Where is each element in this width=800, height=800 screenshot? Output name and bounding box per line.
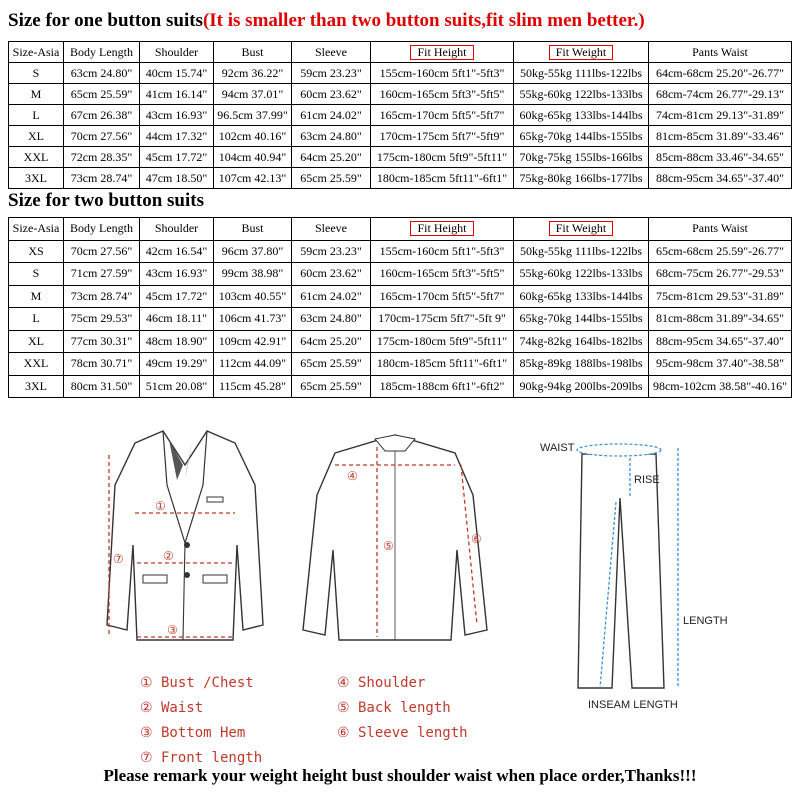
table-cell: 99cm 38.98"	[214, 263, 292, 286]
pants-waist-label: WAIST	[540, 442, 575, 454]
table-cell: 68cm-75cm 26.77"-29.53"	[649, 263, 792, 286]
header-label: Pants Waist	[692, 221, 748, 236]
header-label: Shoulder	[154, 44, 199, 59]
table-row	[9, 105, 792, 126]
table-cell: 88cm-95cm 34.65"-37.40"	[649, 330, 792, 353]
legend-item: ③ Bottom Hem	[140, 725, 246, 741]
table-header-cell	[514, 218, 649, 241]
jacket-front-diagram	[105, 425, 265, 650]
header-label: Bust	[241, 221, 264, 236]
table-cell: 65cm-68cm 25.59"-26.77"	[649, 240, 792, 263]
table-cell: 59cm 23.23"	[292, 240, 371, 263]
mark-hem: ③	[167, 623, 178, 637]
table-cell: L	[9, 308, 64, 331]
table-cell: 73cm 28.74"	[64, 168, 140, 189]
table-header-cell	[64, 218, 140, 241]
table-cell: 180cm-185cm 5ft11"-6ft1"	[371, 353, 514, 376]
table-row	[9, 84, 792, 105]
table-cell: 95cm-98cm 37.40"-38.58"	[649, 353, 792, 376]
mark-waist: ②	[163, 549, 174, 563]
table-cell: 47cm 18.50"	[140, 168, 214, 189]
table-header-cell	[140, 218, 214, 241]
table-cell: 49cm 19.29"	[140, 353, 214, 376]
table-row	[9, 263, 792, 286]
legend-right	[337, 675, 468, 750]
table-cell: 46cm 18.11"	[140, 308, 214, 331]
table-cell: 41cm 16.14"	[140, 84, 214, 105]
table-cell: 90kg-94kg 200lbs-209lbs	[514, 375, 649, 398]
table-cell: 65kg-70kg 144lbs-155lbs	[514, 308, 649, 331]
header-label: Fit Height	[410, 221, 473, 236]
table-cell: 63cm 24.80"	[292, 126, 371, 147]
table-row	[9, 308, 792, 331]
table-cell: 68cm-74cm 26.77"-29.13"	[649, 84, 792, 105]
table-cell: 51cm 20.08"	[140, 375, 214, 398]
table-cell: 42cm 16.54"	[140, 240, 214, 263]
two-button-title	[8, 190, 204, 212]
pants-length-label: LENGTH	[683, 615, 728, 627]
table-header-row	[9, 218, 792, 241]
legend-item: ② Waist	[140, 700, 204, 716]
table-cell: 78cm 30.71"	[64, 353, 140, 376]
table-cell: 170cm-175cm 5ft7"-5ft 9"	[371, 308, 514, 331]
table-cell: 63cm 24.80"	[292, 308, 371, 331]
table-cell: 43cm 16.93"	[140, 105, 214, 126]
table-cell: 45cm 17.72"	[140, 147, 214, 168]
table-cell: 77cm 30.31"	[64, 330, 140, 353]
legend-item: ⑥ Sleeve length	[337, 725, 468, 741]
table-cell: 40cm 15.74"	[140, 63, 214, 84]
header-label: Shoulder	[154, 221, 199, 236]
table-cell: 185cm-188cm 6ft1"-6ft2"	[371, 375, 514, 398]
table-header-cell	[649, 218, 792, 241]
one-button-title-text: Size for one button suits	[8, 10, 203, 31]
table-row	[9, 330, 792, 353]
table-cell: 55kg-60kg 122lbs-133lbs	[514, 263, 649, 286]
legend-item: ⑦ Front length	[140, 750, 263, 766]
header-label: Fit Weight	[549, 221, 613, 236]
table-cell: 64cm 25.20"	[292, 147, 371, 168]
table-header-cell	[292, 218, 371, 241]
one-button-size-table	[8, 41, 792, 189]
table-cell: 50kg-55kg 111lbs-122lbs	[514, 63, 649, 84]
table-cell: 85kg-89kg 188lbs-198lbs	[514, 353, 649, 376]
table-cell: 65cm 25.59"	[292, 168, 371, 189]
table-cell: 67cm 26.38"	[64, 105, 140, 126]
header-label: Sleeve	[315, 221, 347, 236]
table-cell: 81cm-88cm 31.89"-34.65"	[649, 308, 792, 331]
table-cell: 96.5cm 37.99"	[214, 105, 292, 126]
table-cell: 71cm 27.59"	[64, 263, 140, 286]
table-row	[9, 126, 792, 147]
two-button-title-text: Size for two button suits	[8, 190, 204, 211]
table-cell: 60kg-65kg 133lbs-144lbs	[514, 285, 649, 308]
table-cell: 180cm-185cm 5ft11"-6ft1"	[371, 168, 514, 189]
table-cell: 64cm 25.20"	[292, 330, 371, 353]
legend-item: ⑤ Back length	[337, 700, 451, 716]
table-cell: 65cm 25.59"	[64, 84, 140, 105]
table-cell: 60cm 23.62"	[292, 84, 371, 105]
table-header-cell	[214, 218, 292, 241]
table-header-cell	[514, 42, 649, 63]
table-cell: 107cm 42.13"	[214, 168, 292, 189]
table-cell: 92cm 36.22"	[214, 63, 292, 84]
table-cell: 61cm 24.02"	[292, 105, 371, 126]
table-header-cell	[140, 42, 214, 63]
table-cell: 104cm 40.94"	[214, 147, 292, 168]
table-cell: 103cm 40.55"	[214, 285, 292, 308]
one-button-note: (It is smaller than two button suits,fit slim men better.)	[202, 10, 645, 31]
table-cell: 3XL	[9, 375, 64, 398]
header-label: Fit Height	[410, 45, 473, 60]
header-label: Pants Waist	[692, 44, 748, 59]
table-cell: 65kg-70kg 144lbs-155lbs	[514, 126, 649, 147]
table-header-cell	[371, 42, 514, 63]
table-cell: 70cm 27.56"	[64, 240, 140, 263]
table-row	[9, 63, 792, 84]
table-cell: 70kg-75kg 155lbs-166lbs	[514, 147, 649, 168]
table-row	[9, 285, 792, 308]
table-cell: 72cm 28.35"	[64, 147, 140, 168]
table-cell: S	[9, 63, 64, 84]
table-cell: 85cm-88cm 33.46"-34.65"	[649, 147, 792, 168]
table-cell: 65cm 25.59"	[292, 375, 371, 398]
table-cell: 45cm 17.72"	[140, 285, 214, 308]
table-header-cell	[64, 42, 140, 63]
mark-back-length: ⑤	[383, 539, 394, 553]
table-cell: 75kg-80kg 166lbs-177lbs	[514, 168, 649, 189]
pants-diagram	[560, 438, 690, 698]
two-button-size-table	[8, 217, 792, 398]
one-button-title	[8, 10, 645, 32]
table-header-cell	[371, 218, 514, 241]
table-row	[9, 240, 792, 263]
table-cell: 60kg-65kg 133lbs-144lbs	[514, 105, 649, 126]
table-cell: 102cm 40.16"	[214, 126, 292, 147]
pants-inseam-label: INSEAM LENGTH	[588, 699, 678, 711]
table-row	[9, 168, 792, 189]
table-header-cell	[292, 42, 371, 63]
header-label: Bust	[241, 44, 264, 59]
table-header-cell	[9, 218, 64, 241]
table-cell: 109cm 42.91"	[214, 330, 292, 353]
legend-left	[140, 675, 262, 775]
table-cell: XS	[9, 240, 64, 263]
table-cell: 165cm-170cm 5ft5"-5ft7"	[371, 285, 514, 308]
table-header-cell	[9, 42, 64, 63]
table-cell: S	[9, 263, 64, 286]
table-cell: 96cm 37.80"	[214, 240, 292, 263]
table-cell: 94cm 37.01"	[214, 84, 292, 105]
table-cell: 44cm 17.32"	[140, 126, 214, 147]
table-cell: 60cm 23.62"	[292, 263, 371, 286]
table-cell: 98cm-102cm 38.58"-40.16"	[649, 375, 792, 398]
table-cell: 155cm-160cm 5ft1"-5ft3"	[371, 240, 514, 263]
header-label: Body Length	[70, 221, 133, 236]
table-cell: 81cm-85cm 31.89"-33.46"	[649, 126, 792, 147]
table-cell: 75cm 29.53"	[64, 308, 140, 331]
header-label: Size-Asia	[12, 44, 60, 59]
table-cell: XXL	[9, 147, 64, 168]
table-cell: 70cm 27.56"	[64, 126, 140, 147]
table-cell: 43cm 16.93"	[140, 263, 214, 286]
table-cell: 165cm-170cm 5ft5"-5ft7"	[371, 105, 514, 126]
table-cell: 80cm 31.50"	[64, 375, 140, 398]
mark-sleeve-length: ⑥	[471, 532, 482, 546]
table-cell: M	[9, 84, 64, 105]
table-cell: 59cm 23.23"	[292, 63, 371, 84]
table-cell: 160cm-165cm 5ft3"-5ft5"	[371, 263, 514, 286]
table-cell: 160cm-165cm 5ft3"-5ft5"	[371, 84, 514, 105]
table-cell: XL	[9, 330, 64, 353]
legend-item: ④ Shoulder	[337, 675, 426, 691]
table-cell: 73cm 28.74"	[64, 285, 140, 308]
table-header-cell	[649, 42, 792, 63]
table-cell: 175cm-180cm 5ft9"-5ft11"	[371, 147, 514, 168]
table-row	[9, 375, 792, 398]
table-cell: 65cm 25.59"	[292, 353, 371, 376]
table-cell: 61cm 24.02"	[292, 285, 371, 308]
table-cell: 106cm 41.73"	[214, 308, 292, 331]
table-cell: 55kg-60kg 122lbs-133lbs	[514, 84, 649, 105]
mark-bust: ①	[155, 499, 166, 513]
table-cell: 112cm 44.09"	[214, 353, 292, 376]
table-header-row	[9, 42, 792, 63]
table-cell: 170cm-175cm 5ft7"-5ft9"	[371, 126, 514, 147]
header-label: Body Length	[70, 44, 133, 59]
table-cell: 88cm-95cm 34.65"-37.40"	[649, 168, 792, 189]
table-cell: L	[9, 105, 64, 126]
table-cell: 74kg-82kg 164lbs-182lbs	[514, 330, 649, 353]
table-header-cell	[214, 42, 292, 63]
table-row	[9, 353, 792, 376]
jacket-back-diagram	[295, 425, 495, 650]
table-cell: 64cm-68cm 25.20"-26.77"	[649, 63, 792, 84]
mark-shoulder: ④	[347, 469, 358, 483]
table-cell: 115cm 45.28"	[214, 375, 292, 398]
table-cell: 63cm 24.80"	[64, 63, 140, 84]
table-cell: 3XL	[9, 168, 64, 189]
table-cell: M	[9, 285, 64, 308]
header-label: Sleeve	[315, 44, 347, 59]
table-cell: 74cm-81cm 29.13"-31.89"	[649, 105, 792, 126]
table-cell: 155cm-160cm 5ft1"-5ft3"	[371, 63, 514, 84]
table-cell: 48cm 18.90"	[140, 330, 214, 353]
pants-rise-label: RISE	[634, 474, 660, 486]
header-label: Fit Weight	[549, 45, 613, 60]
header-label: Size-Asia	[12, 221, 60, 236]
table-row	[9, 147, 792, 168]
table-cell: 75cm-81cm 29.53"-31.89"	[649, 285, 792, 308]
table-cell: XXL	[9, 353, 64, 376]
table-cell: 175cm-180cm 5ft9"-5ft11"	[371, 330, 514, 353]
table-cell: XL	[9, 126, 64, 147]
mark-front-length: ⑦	[113, 552, 124, 566]
table-cell: 50kg-55kg 111lbs-122lbs	[514, 240, 649, 263]
footer-note: Please remark your weight height bust shoulder waist when place order,Thanks!!!	[103, 766, 697, 785]
legend-item: ① Bust /Chest	[140, 675, 254, 691]
